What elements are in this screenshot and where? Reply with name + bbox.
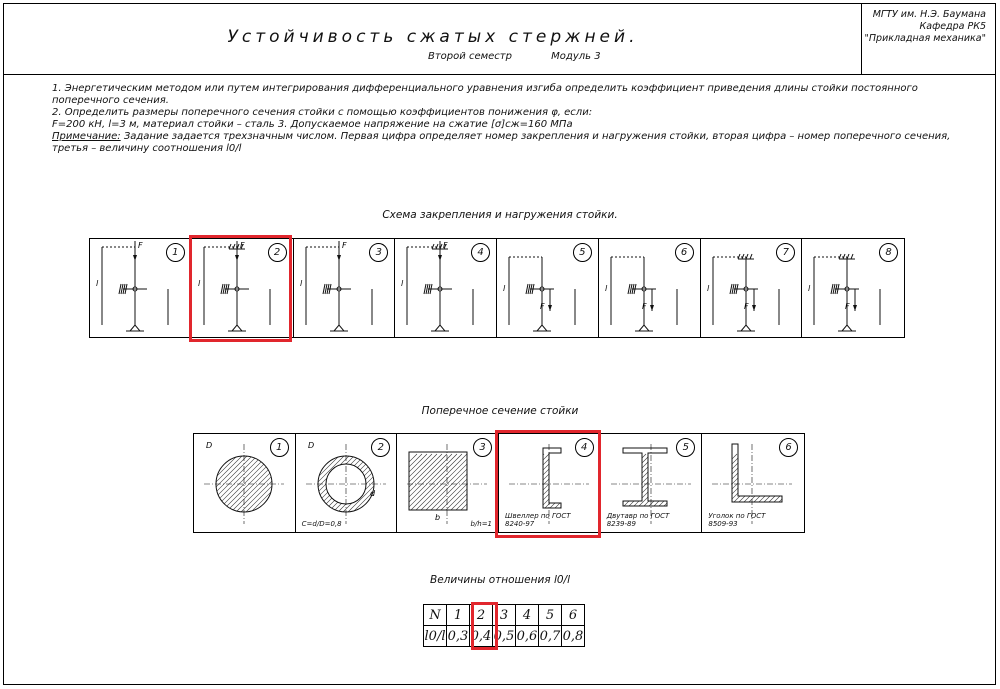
- section-number: 5: [676, 438, 695, 457]
- section-note: Двутавр по ГОСТ 8239-89: [606, 512, 670, 528]
- title-block: [3, 3, 996, 75]
- ratio-value-cell: 0,7: [539, 626, 562, 647]
- width-label: b: [435, 513, 441, 522]
- force-label: F: [138, 241, 143, 250]
- force-label: F: [641, 302, 647, 311]
- length-label: l: [401, 279, 404, 288]
- scheme-number: 6: [675, 243, 694, 262]
- section-cell-6: [702, 434, 804, 532]
- scheme-number: 8: [879, 243, 898, 262]
- length-label: l: [706, 284, 709, 293]
- length-label: l: [197, 279, 200, 288]
- selected-ratio-highlight: [471, 602, 498, 650]
- ratio-value-row: [424, 626, 585, 647]
- task-note: [52, 131, 967, 155]
- force-label: F: [540, 302, 545, 311]
- scheme-cell-5: [497, 239, 599, 337]
- force-label: F: [743, 302, 749, 311]
- task-2: 2. Определить размеры поперечного сечения стойки с помощью коэффициентов понижения φ, если:: [52, 107, 593, 118]
- ratio-value-cell: l0/l: [424, 626, 447, 647]
- scheme-cell-4: [395, 239, 497, 337]
- length-label: l: [503, 284, 506, 293]
- ratio-table: [423, 604, 585, 647]
- ratio-head-cell: 5: [539, 605, 562, 626]
- section-number: 2: [371, 438, 390, 457]
- ratio-head-cell: 4: [516, 605, 539, 626]
- ratio-head-cell: 2: [470, 605, 493, 626]
- module-label: Модуль 3: [551, 51, 601, 62]
- task-3: F=200 кН, l=3 м, материал стойки – сталь 3. Допускаемое напряжение на сжатие [σ]сж=160 МПа: [52, 119, 573, 130]
- scheme-number: 5: [573, 243, 592, 262]
- task-1: 1. Энергетическим методом или путем интегрирования дифференциального уравнения изгиба определить коэффициент приведения длины стойки постоянного поперечного сечения.: [52, 83, 918, 106]
- note-label: Примечание:: [52, 131, 121, 142]
- scheme-number: 3: [369, 243, 388, 262]
- length-label: l: [604, 284, 607, 293]
- ratio-value-cell: 0,6: [516, 626, 539, 647]
- force-label: F: [443, 241, 448, 250]
- section-note: Уголок по ГОСТ 8509-93: [708, 512, 766, 528]
- section-note: Швеллер по ГОСТ 8240-97: [505, 512, 571, 528]
- ratio-head-cell: 1: [447, 605, 470, 626]
- scheme-cell-1: [90, 239, 192, 337]
- org-course: "Прикладная механика": [864, 33, 986, 44]
- ratio-head-cell: N: [424, 605, 447, 626]
- ratio-value-cell: 0,4: [470, 626, 493, 647]
- length-label: l: [96, 279, 99, 288]
- ratio-head-row: [424, 605, 585, 626]
- inner-diameter-label: d: [369, 489, 375, 498]
- length-label: l: [808, 284, 811, 293]
- scheme-number: 2: [268, 243, 287, 262]
- section-note: b/h=1: [470, 520, 493, 528]
- section-cell-3: [397, 434, 499, 532]
- ratios-caption: Величины отношения l0/l: [429, 574, 570, 586]
- selected-section-highlight: [495, 430, 601, 538]
- org-university: МГТУ им. Н.Э. Баумана: [872, 9, 986, 20]
- section-cell-1: [194, 434, 296, 532]
- section-number: 1: [270, 438, 289, 457]
- organization-block: [861, 3, 996, 75]
- scheme-number: 7: [776, 243, 795, 262]
- ratio-head-cell: 3: [493, 605, 516, 626]
- semester-label: Второй семестр: [428, 51, 512, 62]
- force-label: F: [239, 241, 245, 250]
- scheme-number: 4: [471, 243, 490, 262]
- section-number: 6: [779, 438, 798, 457]
- note-text: Задание задается трехзначным числом. Первая цифра определяет номер закрепления и нагружения стойки, вторая цифра – номер поперечного сечения, третья – величину соотношения l0/l: [52, 131, 951, 154]
- diameter-label: D: [206, 441, 213, 450]
- task-text: [52, 83, 967, 155]
- page-title: Устойчивость сжатых стержней.: [227, 27, 639, 47]
- force-label: F: [341, 241, 347, 250]
- section-note: C=d/D=0,8: [301, 520, 342, 528]
- scheme-cell-3: [294, 239, 396, 337]
- sections-caption: Поперечное сечение стойки: [421, 405, 579, 417]
- scheme-cell-7: [701, 239, 803, 337]
- ratio-value-cell: 0,3: [447, 626, 470, 647]
- scheme-cell-6: [599, 239, 701, 337]
- scheme-number: 1: [166, 243, 185, 262]
- section-cell-2: [296, 434, 398, 532]
- selected-scheme-highlight: [189, 235, 292, 342]
- title-subline: [428, 51, 637, 62]
- force-label: F: [845, 302, 850, 311]
- ratio-value-cell: 0,5: [493, 626, 516, 647]
- org-department: Кафедра РК5: [919, 21, 986, 32]
- diameter-label: D: [307, 441, 314, 450]
- section-cell-5: [601, 434, 703, 532]
- length-label: l: [299, 279, 302, 288]
- scheme-cell-8: [802, 239, 904, 337]
- section-number: 3: [473, 438, 492, 457]
- ratio-head-cell: 6: [562, 605, 585, 626]
- schemes-caption: Схема закрепления и нагружения стойки.: [382, 209, 618, 221]
- ratio-value-cell: 0,8: [562, 626, 585, 647]
- section-number: 4: [575, 438, 594, 457]
